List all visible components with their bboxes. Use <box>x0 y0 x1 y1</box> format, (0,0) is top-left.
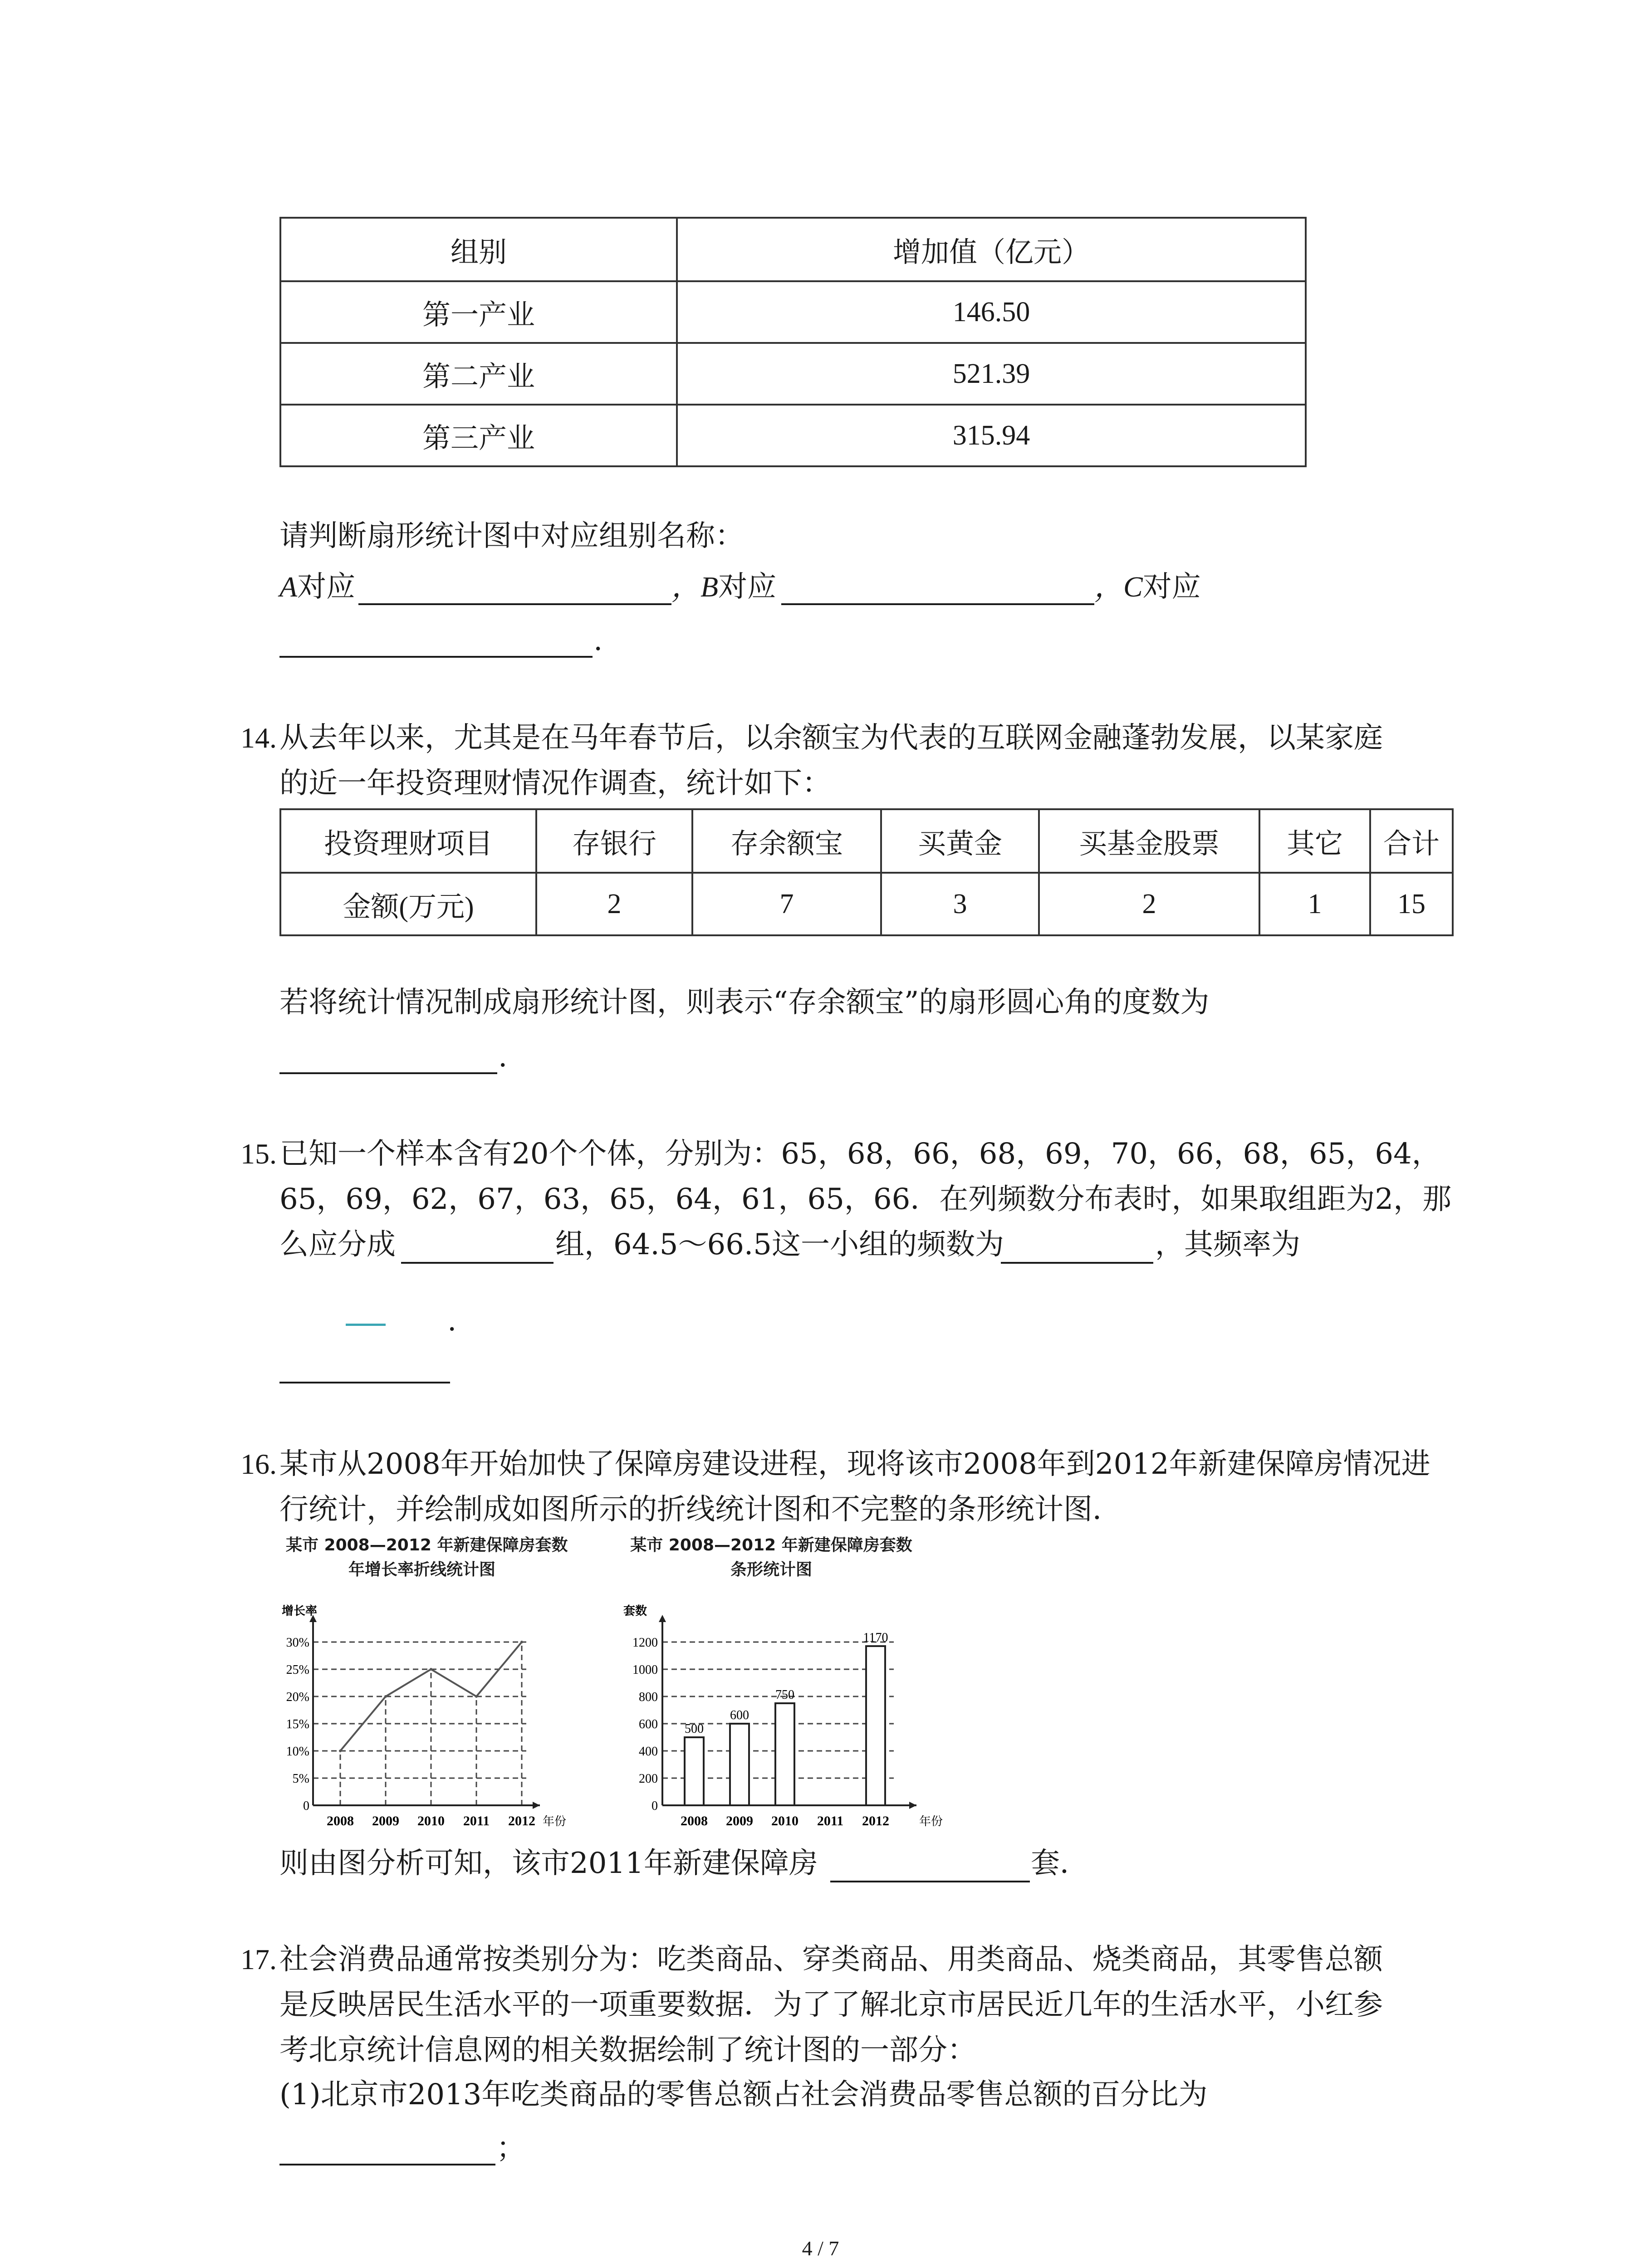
table-cell: 1 <box>1259 873 1370 935</box>
line-chart-title: 某市 2008—2012 年新建保障房套数 <box>286 1536 568 1554</box>
y-tick-label: 400 <box>639 1745 658 1759</box>
y-axis-arrow <box>659 1615 666 1622</box>
x-tick-label: 2011 <box>463 1813 490 1828</box>
x-tick-label: 2008 <box>327 1813 354 1828</box>
q13-b-label: ，B对应 <box>671 570 777 604</box>
x-tick-label: 2012 <box>862 1813 889 1828</box>
q16-text-line3a: 则由图分析可知，该市2011年新建保障房 <box>279 1847 818 1880</box>
table-cell: 第二产业 <box>280 343 677 405</box>
q16-text-line3b: 套． <box>1031 1847 1089 1880</box>
table-header: 合计 <box>1370 809 1453 873</box>
y-tick-label: 0 <box>652 1799 658 1813</box>
x-tick-label: 2010 <box>417 1813 445 1828</box>
bar-chart-title: 某市 2008—2012 年新建保障房套数 <box>630 1536 912 1554</box>
table-cell: 15 <box>1370 873 1453 935</box>
answer-blank-b[interactable] <box>781 603 1094 605</box>
x-axis-label: 年份 <box>919 1815 943 1828</box>
q15-text-line1: 已知一个样本含有20个个体，分别为：65，68，66，68，69，70，66，68，65，64， <box>279 1137 1441 1171</box>
q14-text-line1: 从去年以来，尤其是在马年春节后，以余额宝为代表的互联网金融蓬勃发展，以某家庭 <box>279 721 1383 755</box>
answer-blank[interactable] <box>279 2164 495 2165</box>
q14-number: 14. <box>240 722 277 754</box>
answer-blank-c[interactable] <box>279 656 593 658</box>
bar <box>730 1724 749 1805</box>
q13-c-label: ，C对应 <box>1094 570 1201 604</box>
data-point <box>384 1695 387 1698</box>
table-cell: 第三产业 <box>280 405 677 466</box>
table-header: 组别 <box>280 218 677 281</box>
data-point <box>475 1695 478 1698</box>
table-cell: 521.39 <box>677 343 1306 405</box>
y-axis-label: 增长率 <box>281 1604 318 1618</box>
q15-text-line3b: 组，64.5～66.5这一小组的频数为 <box>555 1228 1004 1261</box>
fraction-bar <box>346 1324 386 1326</box>
y-tick-label: 1000 <box>632 1663 658 1677</box>
bar <box>685 1737 704 1805</box>
q16-text-line1: 某市从2008年开始加快了保障房建设进程，现将该市2008年到2012年新建保障房情况进 <box>279 1447 1430 1481</box>
table-header: 增加值（亿元） <box>677 218 1306 281</box>
x-tick-label: 2011 <box>817 1813 844 1828</box>
answer-blank[interactable] <box>830 1881 1030 1882</box>
y-tick-label: 600 <box>639 1717 658 1731</box>
bar-value-label: 500 <box>685 1722 704 1736</box>
table-cell: 3 <box>881 873 1039 935</box>
q14-end: . <box>498 1040 508 1074</box>
table-header: 买黄金 <box>881 809 1039 873</box>
q14-text-line3: 若将统计情况制成扇形统计图，则表示“存余额宝”的扇形圆心角的度数为 <box>279 986 1210 1019</box>
bar-value-label: 1170 <box>863 1631 888 1645</box>
answer-blank-groups[interactable] <box>401 1262 554 1264</box>
bar-value-label: 750 <box>775 1688 794 1702</box>
x-tick-label: 2012 <box>508 1813 535 1828</box>
line-chart <box>272 1579 572 1837</box>
y-tick-label: 10% <box>286 1745 309 1759</box>
answer-blank-rate[interactable] <box>279 1382 450 1383</box>
x-tick-label: 2009 <box>726 1813 753 1828</box>
y-tick-label: 1200 <box>632 1636 658 1650</box>
bar <box>866 1646 885 1805</box>
table-header: 存银行 <box>536 809 692 873</box>
q17-end: ； <box>496 2131 525 2165</box>
x-tick-label: 2008 <box>681 1813 708 1828</box>
x-tick-label: 2010 <box>771 1813 798 1828</box>
table-cell: 2 <box>1039 873 1259 935</box>
answer-blank[interactable] <box>279 1072 497 1074</box>
table-cell: 7 <box>692 873 881 935</box>
y-tick-label: 30% <box>286 1636 309 1650</box>
answer-blank-frequency[interactable] <box>1001 1262 1153 1264</box>
page-number: 4 / 7 <box>802 2237 839 2260</box>
q17-text-line3: 考北京统计信息网的相关数据绘制了统计图的一部分： <box>279 2033 976 2067</box>
q13-answer-line: A对应 <box>279 570 356 604</box>
y-tick-label: 20% <box>286 1690 309 1704</box>
bar-chart-subtitle: 条形统计图 <box>730 1560 812 1579</box>
x-axis-label: 年份 <box>543 1815 567 1828</box>
q15-end: . <box>447 1304 457 1338</box>
y-axis-label: 套数 <box>623 1604 647 1618</box>
q15-text-line3a: 么应分成 <box>279 1228 396 1261</box>
investment-table <box>279 808 1454 936</box>
table-cell: 315.94 <box>677 405 1306 466</box>
y-tick-label: 200 <box>639 1772 658 1786</box>
table-cell: 第一产业 <box>280 281 677 343</box>
y-tick-label: 5% <box>292 1772 309 1786</box>
q15-number: 15. <box>240 1138 277 1170</box>
bar <box>775 1703 794 1805</box>
table-header: 存余额宝 <box>692 809 881 873</box>
q17-text-line1: 社会消费品通常按类别分为：吃类商品、穿类商品、用类商品、烧类商品，其零售总额 <box>279 1943 1383 1976</box>
bar-value-label: 600 <box>730 1708 749 1722</box>
q17-number: 17. <box>240 1943 277 1975</box>
q14-text-line2: 的近一年投资理财情况作调查，统计如下： <box>279 767 831 800</box>
table-row-label: 金额(万元) <box>280 873 536 935</box>
table-header: 投资理财项目 <box>280 809 536 873</box>
data-point <box>430 1668 432 1671</box>
line-chart-subtitle: 年增长率折线统计图 <box>348 1560 495 1579</box>
x-axis-arrow <box>909 1802 916 1809</box>
y-tick-label: 800 <box>639 1690 658 1704</box>
y-tick-label: 0 <box>303 1799 309 1813</box>
data-point <box>339 1750 342 1752</box>
q17-text-line4: (1)北京市2013年吃类商品的零售总额占社会消费品零售总额的百分比为 <box>279 2078 1208 2112</box>
q13-end: . <box>593 624 603 657</box>
q16-text-line2: 行统计，并绘制成如图所示的折线统计图和不完整的条形统计图． <box>279 1493 1122 1526</box>
table-header: 其它 <box>1259 809 1370 873</box>
q15-text-line3c: ，其频率为 <box>1155 1228 1300 1261</box>
table-cell: 146.50 <box>677 281 1306 343</box>
bar-chart <box>599 1579 944 1837</box>
y-tick-label: 15% <box>286 1717 309 1731</box>
q13-instruction: 请判断扇形统计图中对应组别名称： <box>279 519 744 553</box>
answer-blank-a[interactable] <box>358 603 671 605</box>
data-point <box>520 1641 523 1643</box>
q16-number: 16. <box>240 1448 277 1480</box>
q17-text-line2: 是反映居民生活水平的一项重要数据．为了了解北京市居民近几年的生活水平，小红参 <box>279 1988 1383 2022</box>
y-tick-label: 25% <box>286 1663 309 1677</box>
x-tick-label: 2009 <box>372 1813 399 1828</box>
table-cell: 2 <box>536 873 692 935</box>
table-header: 买基金股票 <box>1039 809 1259 873</box>
q15-text-line2: 65，69，62，67，63，65，64，61，65，66．在列频数分布表时，如果取组距为2，那 <box>279 1183 1452 1216</box>
industry-value-table <box>279 217 1307 467</box>
x-axis-arrow <box>533 1802 540 1809</box>
